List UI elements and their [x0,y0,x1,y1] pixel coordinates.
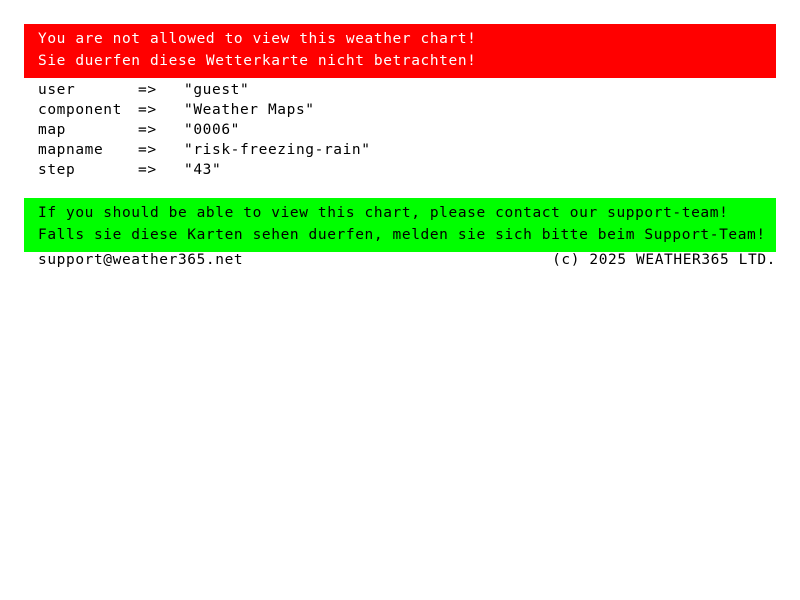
info-banner [24,198,776,252]
table-row [38,100,371,120]
support-email-link[interactable]: support@weather365.net [38,252,244,268]
param-value: "Weather Maps" [184,102,315,118]
error-banner [24,24,776,78]
table-row [38,120,371,140]
param-key: component [38,102,122,118]
info-banner-line-de: Falls sie diese Karten sehen duerfen, melden sie sich bitte beim Support-Team! [38,227,766,243]
param-key: step [38,162,76,178]
footer [38,250,776,270]
error-banner-line-de: Sie duerfen diese Wetterkarte nicht betrachten! [38,53,477,69]
param-value: "guest" [184,82,250,98]
error-banner-line-en: You are not allowed to view this weather chart! [38,31,477,47]
param-key: mapname [38,142,104,158]
param-value: "0006" [184,122,240,138]
param-value: "risk-freezing-rain" [184,142,371,158]
table-row [38,80,371,100]
param-arrow: => [138,102,157,118]
param-value: "43" [184,162,222,178]
table-row [38,140,371,160]
info-banner-line-en: If you should be able to view this chart, please contact our support-team! [38,205,729,221]
param-key: user [38,82,76,98]
parameter-table [38,80,371,180]
param-arrow: => [138,162,157,178]
table-row [38,160,371,180]
param-key: map [38,122,66,138]
param-arrow: => [138,122,157,138]
param-arrow: => [138,82,157,98]
param-arrow: => [138,142,157,158]
copyright-text: (c) 2025 WEATHER365 LTD. [552,252,776,268]
